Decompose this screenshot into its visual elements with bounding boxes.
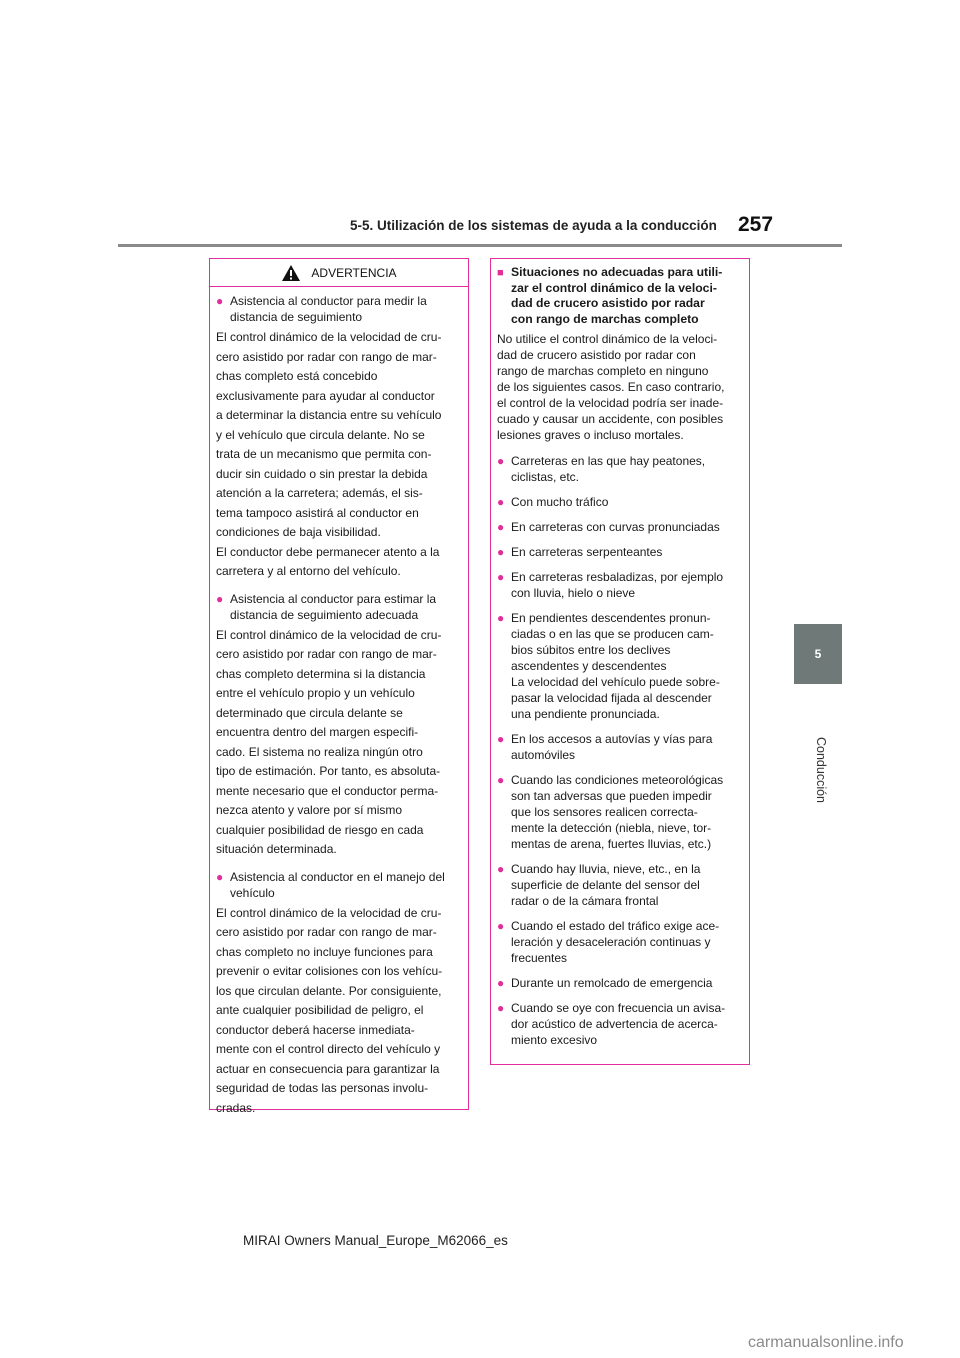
list-item-text: En pendientes descendentes pronun- ciadas o en las que se producen cam- bios súbitos entre los declives ascendentes y descendentes La velocidad del vehículo puede sobre- pasar la velocidad fijada al descender una pendiente pronunciada. [511, 611, 720, 721]
bullet-dot-icon: ● [497, 1001, 505, 1015]
list-item [497, 610, 743, 722]
bullet-dot-icon: ● [216, 869, 224, 884]
warning-heading: Asistencia al conductor en el manejo del vehículo [230, 869, 445, 900]
page-number: 257 [738, 213, 774, 236]
list-item-text: Cuando se oye con frecuencia un avisa- dor acústico de advertencia de acerca- miento excesivo [511, 1001, 726, 1047]
warning-section [216, 293, 462, 582]
list-item-text: En carreteras resbaladizas, por ejemplo con lluvia, hielo o nieve [511, 570, 724, 600]
warning-content [210, 287, 468, 1124]
situations-box [490, 258, 750, 1065]
list-item [497, 494, 743, 510]
situations-title: Situaciones no adecuadas para utili- zar el control dinámico de la veloci- dad de crucero asistido por radar con rango de marchas completo [511, 265, 723, 326]
bullet-dot-icon: ● [497, 495, 505, 509]
list-item [497, 453, 743, 485]
list-item [497, 861, 743, 909]
situations-intro: No utilice el control dinámico de la veloci- dad de crucero asistido por radar con rango de marchas completo en ninguno de los siguientes casos. En caso contrario, el control de la velocidad podría ser inade- cuado y causar un accidente, con posibles lesiones graves o incluso mortales. [497, 332, 725, 442]
bullet-dot-icon: ● [216, 591, 224, 606]
list-item-text: Con mucho tráfico [511, 495, 609, 509]
warning-box [209, 258, 469, 1115]
situations-list [497, 453, 743, 1048]
list-item [497, 975, 743, 991]
list-item-text: Cuando el estado del tráfico exige ace- leración y desaceleración continuas y frecuentes [511, 919, 720, 965]
bullet-dot-icon: ● [497, 732, 505, 746]
list-item-text: Cuando hay lluvia, nieve, etc., en la superficie de delante del sensor del radar o de la cámara frontal [511, 862, 701, 908]
list-item-text: Durante un remolcado de emergencia [511, 976, 713, 990]
list-item-text: En carreteras con curvas pronunciadas [511, 520, 720, 534]
warning-heading: Asistencia al conductor para estimar la distancia de seguimiento adecuada [230, 591, 437, 622]
footer-text: MIRAI Owners Manual_Europe_M62066_es [243, 1233, 508, 1248]
list-item [497, 544, 743, 560]
bullet-dot-icon: ● [497, 862, 505, 876]
header-rule [118, 244, 842, 247]
list-item [497, 731, 743, 763]
list-item [497, 918, 743, 966]
warning-section [216, 591, 462, 860]
section-title: 5-5. Utilización de los sistemas de ayuda a la conducción [350, 218, 717, 233]
bullet-dot-icon: ● [497, 454, 505, 468]
bullet-dot-icon: ● [497, 545, 505, 559]
warning-triangle-icon [281, 264, 301, 282]
list-item [497, 1000, 743, 1048]
bullet-dot-icon: ● [497, 976, 505, 990]
warning-title: ADVERTENCIA [311, 265, 397, 280]
chapter-label: Conducción [814, 736, 828, 803]
bullet-dot-icon: ● [497, 611, 505, 625]
warning-header [210, 259, 468, 287]
bullet-dot-icon: ● [497, 520, 505, 534]
list-item [497, 569, 743, 601]
bullet-dot-icon: ● [216, 294, 224, 308]
warning-bullet [216, 591, 462, 623]
list-item-text: Carreteras en las que hay peatones, ciclistas, etc. [511, 454, 706, 484]
list-item-text: En los accesos a autovías y vías para automóviles [511, 732, 713, 762]
warning-heading: Asistencia al conductor para medir la distancia de seguimiento [230, 294, 427, 324]
chapter-number: 5 [814, 647, 822, 661]
warning-bullet [216, 293, 462, 325]
bullet-dot-icon: ● [497, 919, 505, 933]
warning-bullet [216, 869, 462, 901]
list-item [497, 519, 743, 535]
warning-paragraph: El control dinámico de la velocidad de cru- cero asistido por radar con rango de mar- chas completo está concebido exclusivamente para ayudar al conductor a determinar la distancia entre su vehículo y el vehículo que circula delante. No se trata de un mecanismo que permita con- ducir sin cuidado o sin prestar la debida atención a la carretera; además, el sis- tema tampoco asistirá al conductor en condiciones de baja visibilidad. El conductor debe permanecer atento a la carretera y al entorno del vehículo. [216, 330, 442, 578]
situations-heading-row [497, 265, 743, 327]
list-item-text: Cuando las condiciones meteorológicas son tan adversas que pueden impedir que los sensores realicen correcta- mente la detección (niebla, nieve, tor- mentas de arena, fuertes lluvias, etc.) [511, 773, 724, 851]
warning-paragraph: El control dinámico de la velocidad de cru- cero asistido por radar con rango de mar- chas completo no incluye funciones para prevenir o evitar colisiones con los vehícu- los que circulan delante. Por consiguiente, ante cualquier posibilidad de peligro, el conductor deberá hacerse inmediata- mente con el control directo del vehículo y actuar en consecuencia para garantizar la seguridad de todas las personas involu- cradas. [216, 905, 443, 1115]
warning-section [216, 869, 462, 1119]
list-item [497, 772, 743, 852]
bullet-dot-icon: ● [497, 773, 505, 787]
chapter-tab [794, 624, 842, 684]
warning-paragraph: El control dinámico de la velocidad de cru- cero asistido por radar con rango de mar- chas completo determina si la distancia entre el vehículo propio y un vehículo determinado que circula delante se encuentra dentro del margen especifi- cado. El sistema no realiza ningún otro tipo de estimación. Por tanto, es absoluta- mente necesario que el conductor perma- nezca atento y valore por sí mismo cualquier posibilidad de riesgo en cada situación determinada. [216, 627, 442, 856]
watermark: carmanualsonline.info [748, 1334, 904, 1351]
situations-content [491, 259, 749, 1054]
list-item-text: En carreteras serpenteantes [511, 545, 663, 559]
square-bullet-icon: ■ [497, 267, 504, 279]
bullet-dot-icon: ● [497, 570, 505, 584]
